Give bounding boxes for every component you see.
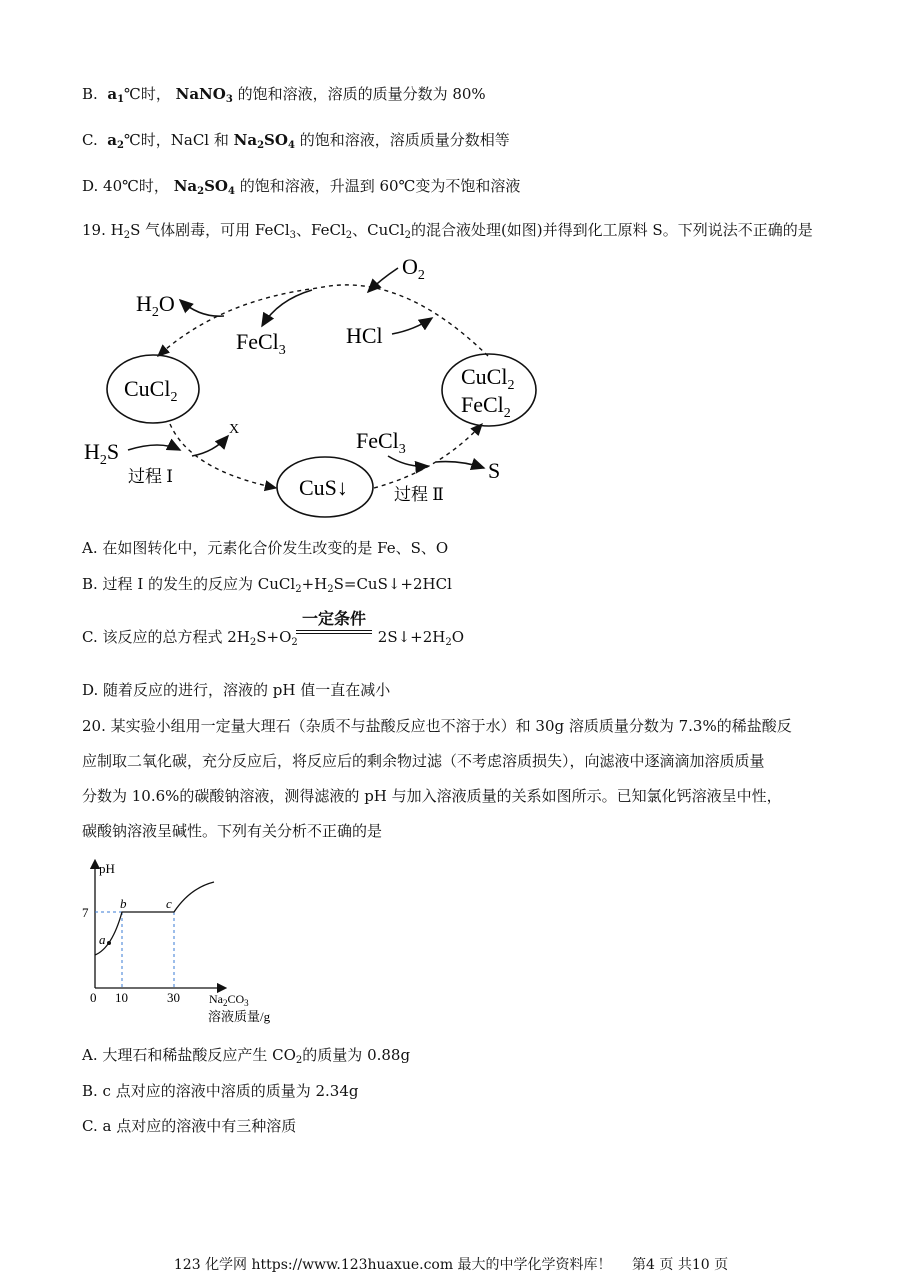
q19-stem: 19. $H_2S$ 气体剧毒，可用 FeCl$_3$、FeCl$_2$、CuCl$_2$的混合液处理(如图)并得到化工原料 S。下列说法不正确的是	[82, 221, 813, 241]
point-a-dot	[107, 941, 111, 945]
x-tick-0: 0	[90, 990, 97, 1005]
label-fecl3-top: FeCl$_3$	[236, 329, 286, 358]
ph-curve	[95, 882, 214, 955]
label-h2o: $H_2O$	[136, 291, 175, 320]
q19-option-d: D. 随着反应的进行，溶液的 pH 值一直在减小	[82, 681, 391, 699]
label-x: X	[229, 422, 240, 437]
label-process-2: 过程 Ⅱ	[394, 485, 444, 504]
q20-stem-line-4: 碳酸钠溶液呈碱性。下列有关分析不正确的是	[82, 822, 383, 840]
q19-option-b: B. 过程 I 的发生的反应为 $CuCl_2+H_2S=CuS↓+2HCl$	[82, 575, 452, 595]
label-fecl3-bottom: FeCl$_3$	[356, 428, 406, 457]
label-h2s: $H_2S$	[84, 439, 120, 468]
q20-option-a: A. 大理石和稀盐酸反应产生 $CO_2$的质量为 0.88g	[82, 1046, 411, 1066]
point-c-label: c	[166, 896, 172, 911]
q18-option-c: C. $a_2℃$时，NaCl 和 $Na_2SO_4$ 的饱和溶液，溶质质量分数相等	[82, 131, 510, 151]
q20-stem-line-2: 应制取二氧化碳，充分反应后，将反应后的剩余物过滤（不考虑溶质损失），向滤液中逐滴滴加溶质质量	[82, 752, 765, 770]
label-o2: $O_2$	[402, 254, 425, 283]
q19-option-a: A. 在如图转化中，元素化合价发生改变的是 Fe、S、O	[82, 539, 449, 557]
x-tick-10: 10	[115, 990, 128, 1005]
q20-option-b: B. c 点对应的溶液中溶质的质量为 2.34g	[82, 1082, 359, 1100]
reaction-condition: 一定条件	[296, 610, 372, 634]
y-tick-7: 7	[82, 905, 89, 920]
q20-option-c: C. a 点对应的溶液中有三种溶质	[82, 1117, 297, 1135]
q19-option-c: C. 该反应的总方程式 $2H_2S+O_2$ $2S↓+2H_2O$	[82, 628, 465, 648]
page-footer	[0, 1254, 902, 1274]
y-axis-label: pH	[99, 861, 115, 876]
label-s: S	[488, 458, 501, 483]
label-fecl2-right: FeCl$_2$	[461, 392, 511, 421]
q18-option-d: D. 40℃时， $Na_2SO_4$ 的饱和溶液，升温到 60℃变为不饱和溶液	[82, 177, 521, 197]
label-hcl: HCl	[346, 323, 383, 348]
footer-site-link[interactable]: 123 化学网 https://www.123huaxue.com 最大的中学化学资料库！	[173, 1257, 612, 1273]
x-tick-30: 30	[167, 990, 180, 1005]
point-b-label: b	[120, 896, 127, 911]
footer-page-number: 第4 页 共10 页	[632, 1257, 729, 1273]
label-cus: CuS↓	[299, 475, 348, 500]
point-a-label: a	[99, 932, 106, 947]
x-axis-label-unit: 溶液质量/g	[208, 1009, 271, 1024]
x-axis-label-formula: $Na_2CO_3$	[209, 992, 249, 1008]
label-cucl2-left: CuCl$_2$	[124, 376, 178, 405]
label-process-1: 过程 Ⅰ	[128, 467, 173, 486]
q20-stem-line-3: 分数为 10.6%的碳酸钠溶液，测得滤液的 pH 与加入溶液质量的关系如图所示。已知氯化钙溶液呈中性，	[82, 787, 782, 805]
q18-option-b: B. $a_1℃$时， NaNO$_3$ 的饱和溶液，溶质的质量分数为 80%	[82, 85, 486, 105]
label-cucl2-right: CuCl$_2$	[461, 364, 515, 393]
q20-stem-line-1: 20. 某实验小组用一定量大理石（杂质不与盐酸反应也不溶于水）和 30g 溶质质量分数为 7.3%的稀盐酸反	[82, 717, 792, 735]
